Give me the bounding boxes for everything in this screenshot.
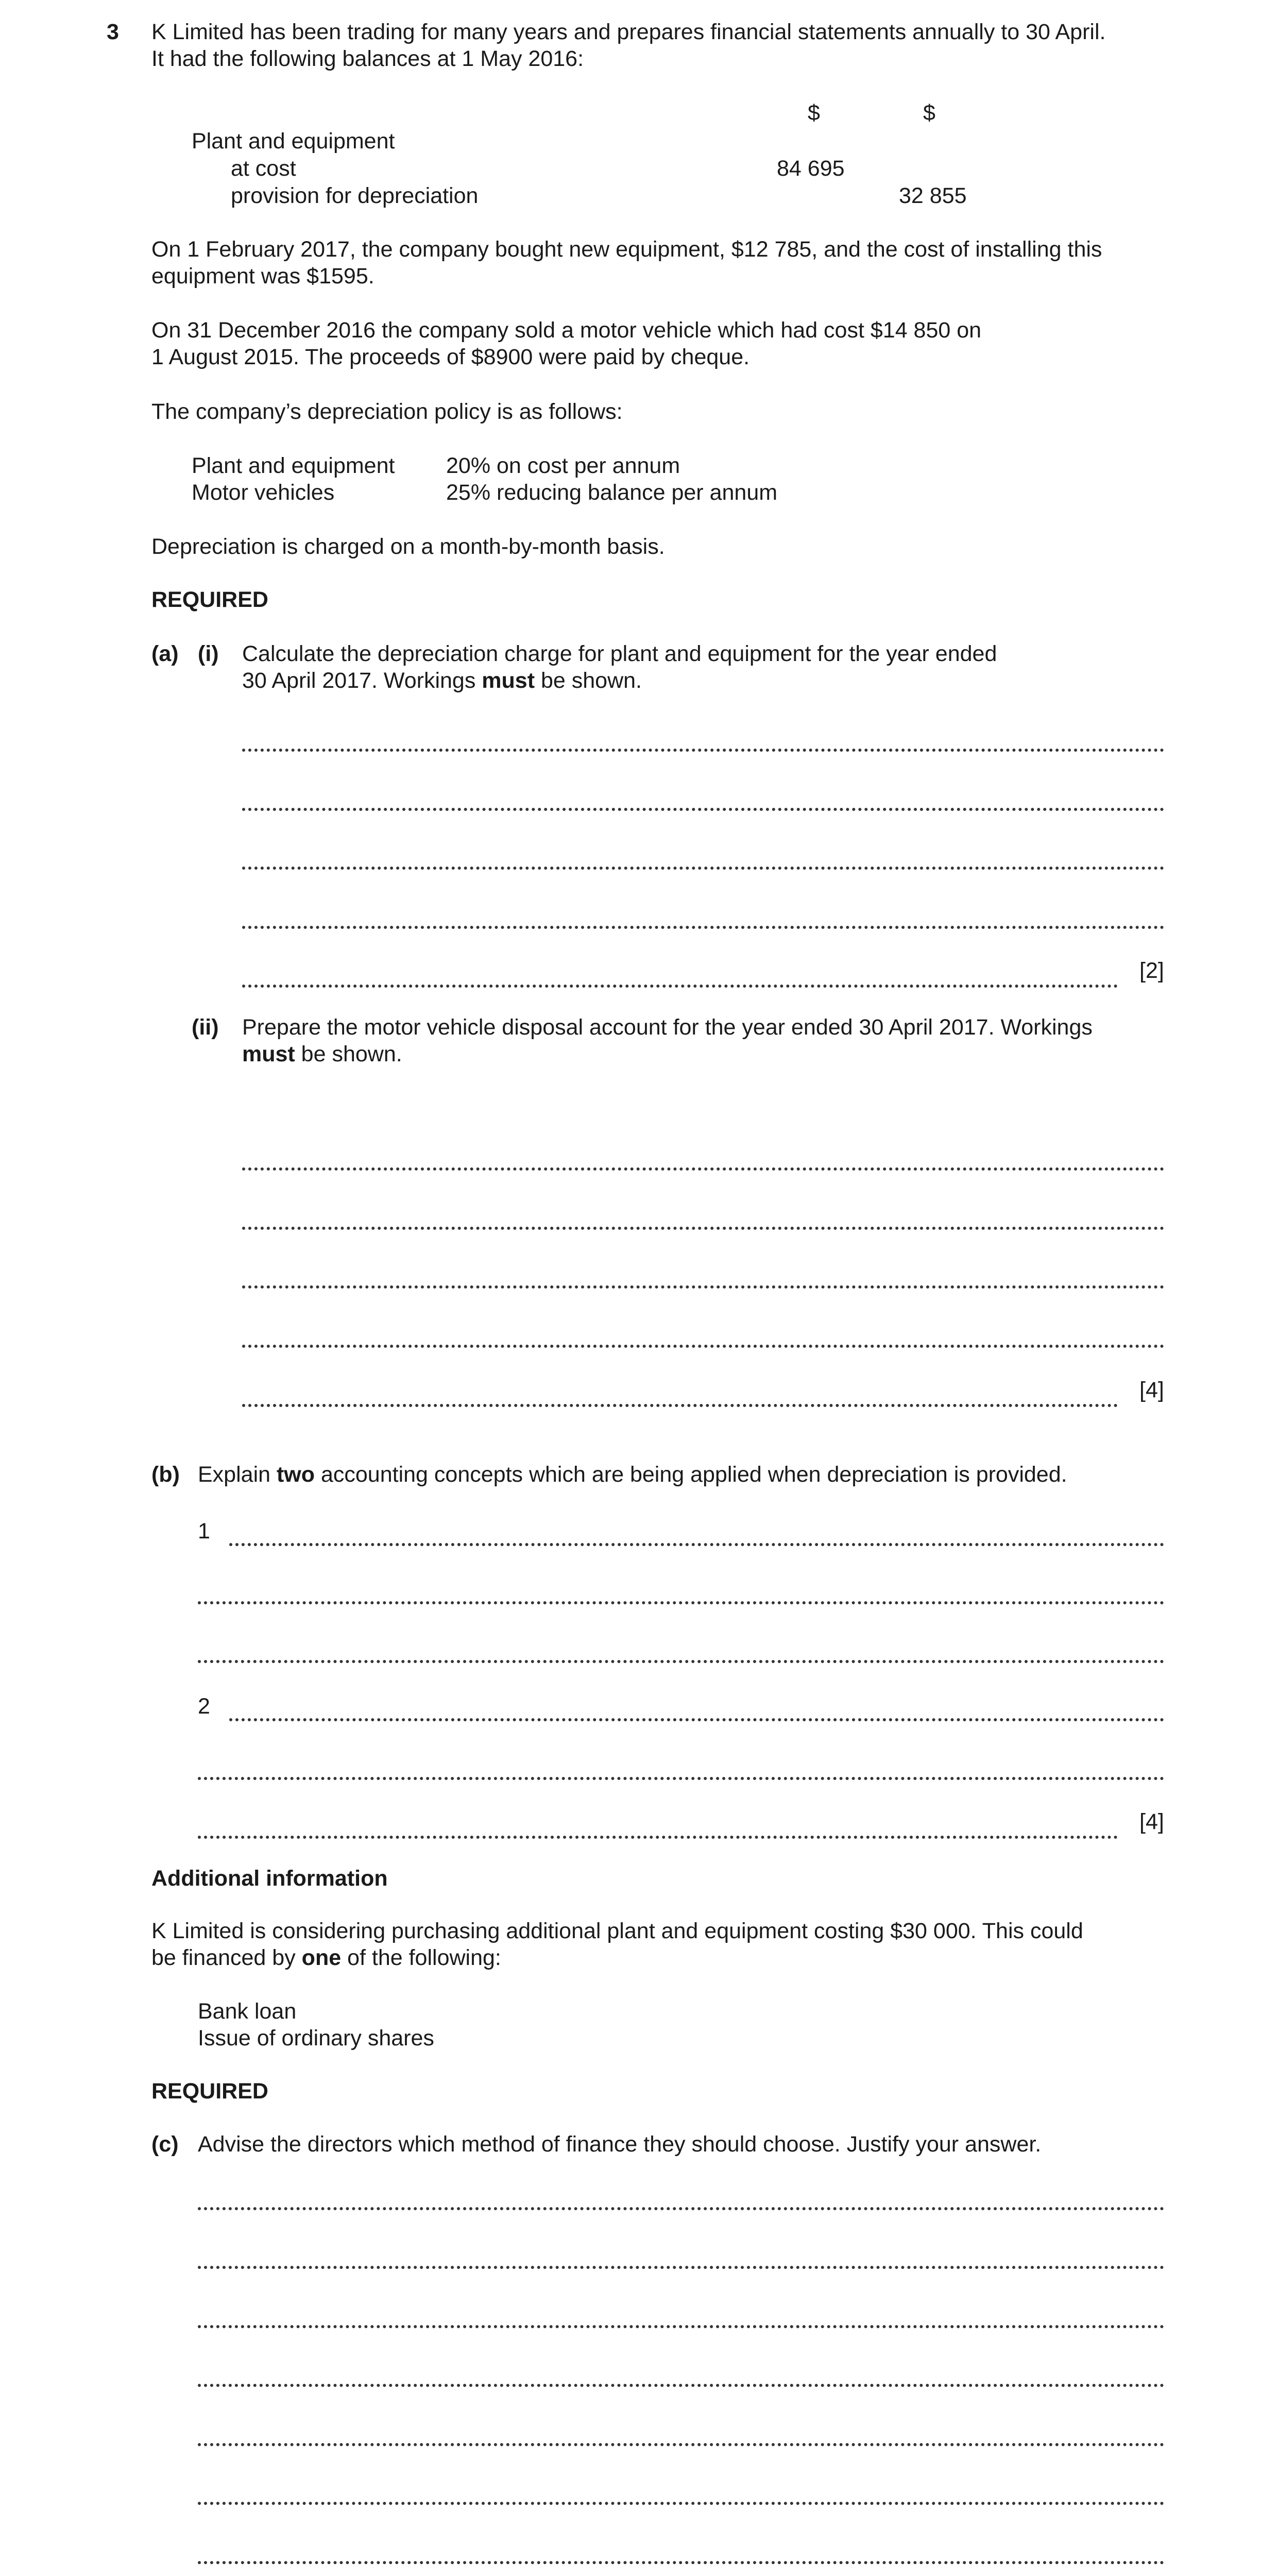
required-heading: REQUIRED bbox=[151, 2079, 268, 2104]
required-heading: REQUIRED bbox=[151, 587, 268, 612]
paragraph: On 1 February 2017, the company bought new equipment, $12 785, and the cost of installing this bbox=[151, 237, 1102, 262]
policy-asset: Motor vehicles bbox=[192, 480, 335, 505]
answer-line[interactable] bbox=[242, 749, 1164, 752]
answer-line[interactable] bbox=[198, 2207, 1164, 2210]
answer-line[interactable] bbox=[198, 2443, 1164, 2446]
answer-line[interactable] bbox=[198, 1836, 1118, 1839]
answer-line[interactable] bbox=[242, 1227, 1164, 1230]
answer-line[interactable] bbox=[198, 1660, 1164, 1663]
answer-line[interactable] bbox=[242, 985, 1118, 988]
answer-line[interactable] bbox=[229, 1718, 1164, 1721]
balance-label: at cost bbox=[231, 156, 296, 181]
marks: [2] bbox=[1139, 958, 1164, 983]
intro-text: K Limited has been trading for many years and prepares financial statements annually to 30 April. bbox=[151, 20, 1106, 44]
answer-number: 1 bbox=[198, 1519, 210, 1544]
answer-line[interactable] bbox=[198, 2266, 1164, 2269]
paragraph: Depreciation is charged on a month-by-month basis. bbox=[151, 534, 665, 559]
marks: [4] bbox=[1139, 1378, 1164, 1402]
intro-text: It had the following balances at 1 May 2016: bbox=[151, 46, 584, 71]
question-number: 3 bbox=[107, 20, 119, 44]
balance-heading: Plant and equipment bbox=[192, 129, 395, 154]
subpart-label: (ii) bbox=[192, 1015, 219, 1040]
policy-rate: 25% reducing balance per annum bbox=[446, 480, 778, 505]
answer-line[interactable] bbox=[242, 1404, 1118, 1407]
answer-line[interactable] bbox=[229, 1543, 1164, 1546]
part-label: (b) bbox=[151, 1462, 180, 1487]
balance-label: provision for depreciation bbox=[231, 183, 479, 208]
answer-line[interactable] bbox=[198, 2561, 1164, 2564]
question-text: Advise the directors which method of finance they should choose. Justify your answer. bbox=[198, 2132, 1042, 2157]
question-text: 30 April 2017. Workings must be shown. bbox=[242, 668, 642, 693]
paragraph: The company’s depreciation policy is as follows: bbox=[151, 399, 623, 424]
finance-option: Bank loan bbox=[198, 1999, 297, 2024]
answer-line[interactable] bbox=[242, 1345, 1164, 1348]
question-text: Prepare the motor vehicle disposal account for the year ended 30 April 2017. Workings bbox=[242, 1015, 1093, 1040]
answer-line[interactable] bbox=[198, 1777, 1164, 1780]
answer-number: 2 bbox=[198, 1694, 210, 1719]
answer-line[interactable] bbox=[242, 1285, 1164, 1289]
question-text: Calculate the depreciation charge for plant and equipment for the year ended bbox=[242, 641, 997, 666]
subpart-label: (i) bbox=[198, 641, 219, 666]
question-text: must be shown. bbox=[242, 1042, 402, 1066]
answer-line[interactable] bbox=[198, 2502, 1164, 2505]
finance-option: Issue of ordinary shares bbox=[198, 2026, 434, 2050]
question-text: Explain two accounting concepts which are being applied when depreciation is provided. bbox=[198, 1462, 1067, 1487]
part-label: (c) bbox=[151, 2132, 179, 2157]
answer-line[interactable] bbox=[242, 867, 1164, 870]
marks: [4] bbox=[1139, 1809, 1164, 1834]
policy-asset: Plant and equipment bbox=[192, 453, 395, 478]
paragraph: 1 August 2015. The proceeds of $8900 were paid by cheque. bbox=[151, 345, 750, 369]
paragraph: be financed by one of the following: bbox=[151, 1945, 501, 1970]
paragraph: equipment was $1595. bbox=[151, 264, 374, 289]
answer-line[interactable] bbox=[242, 1167, 1164, 1171]
paragraph: On 31 December 2016 the company sold a motor vehicle which had cost $14 850 on bbox=[151, 318, 982, 343]
section-heading: Additional information bbox=[151, 1866, 388, 1891]
paragraph: K Limited is considering purchasing additional plant and equipment costing $30 000. This could bbox=[151, 1919, 1083, 1943]
column-header: $ bbox=[923, 100, 935, 125]
answer-line[interactable] bbox=[198, 2384, 1164, 2387]
answer-line[interactable] bbox=[198, 1601, 1164, 1604]
balance-value: 32 855 bbox=[899, 183, 967, 208]
answer-line[interactable] bbox=[242, 926, 1164, 929]
part-label: (a) bbox=[151, 641, 179, 666]
column-header: $ bbox=[808, 100, 820, 125]
answer-line[interactable] bbox=[198, 2325, 1164, 2328]
balance-value: 84 695 bbox=[777, 156, 845, 181]
policy-rate: 20% on cost per annum bbox=[446, 453, 680, 478]
answer-line[interactable] bbox=[242, 808, 1164, 811]
